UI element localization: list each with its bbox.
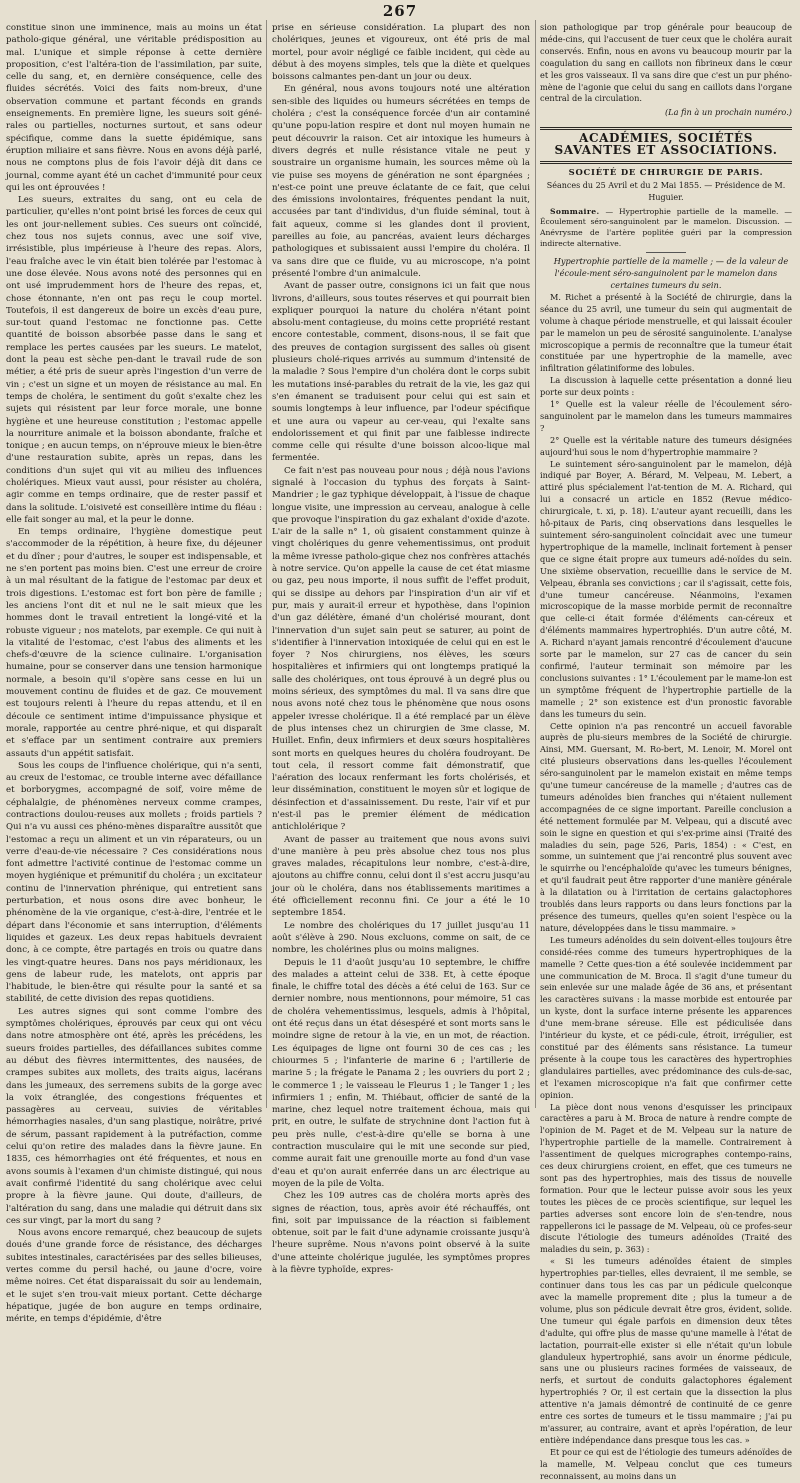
summary-label: Sommaire.: [550, 206, 600, 216]
paragraph: prise en sérieuse considération. La plupart des non cholériques, jeunes et vigoureux, ont été pris de mal mortel, pour avoir négligé ce faible incident, qui cède au début à des moyens simples, tels que la diète et quelques boissons calmantes pen-dant un jour ou deux.: [272, 23, 530, 83]
paragraph: sion pathologique par trop générale pour beaucoup de méde-cins, qui l'accusent de tuer ceux que le choléra aurait conservés. Enfin, nous en avons vu beaucoup mourir par la coagulation du sang en caillots non fibrineux dans le cœur et les gros vaisseaux. Il va sans dire que c'est un pur phéno-mène de l'agonie que celui du sang en caillots dans l'organe central de la circulation.: [540, 22, 792, 104]
society-title: SOCIÉTÉ DE CHIRURGIE DE PARIS.: [568, 167, 764, 178]
paragraph: Le suintement séro-sanguinolent par le mamelon, déjà indiqué par Boyer, A. Bérard, M. Velpeau, M. Lebert, a attiré plus spécialement l'at-tention de M. A. Richard, qui lui a consacré un article en 1852 (Revue médico-chirurgicale, t. xi, p. 18). L'auteur ayant recueilli, dans les hô-pitaux de Paris, cinq observations dans lesquelles le suintement séro-sanguinolent coïncidait avec une tumeur hypertrophique de la mamelle, inclinait fortement à penser que ce signe était propre aux tumeurs adé-noïdes du sein. Une sixième observation, recueillie dans le service de M. Velpeau, ébranla ses convictions ; car il s'agissait, cette fois, d'une tumeur cancéreuse. Néanmoins, l'examen microscopique de la masse morbide permit de reconnaître que celle-ci était formée d'éléments can-céreux et d'éléments mammaires hypertrophiés. D'un autre côté, M. A. Richard n'ayant jamais rencontré d'écoulement d'aucune sorte par le mamelon, sur 27 cas de cancer du sein confirmé, l'auteur terminait son mémoire par les conclusions suivantes : 1° L'écoulement par le mame-lon est un symptôme fréquent de l'hypertrophie partielle de la mamelle ; 2° son existence est d'un pronostic favorable dans les tumeurs du sein.: [540, 458, 792, 719]
paragraph: En temps ordinaire, l'hygiène domestique peut s'accommoder de la répétition, à heure fixe, du déjeuner et du dîner ; pour d'autres, le souper est indispensable, et ne s'en portent pas moins bien. C'est une erreur de croire à un mal résultant de la fatigue de l'estomac par deux et trois digestions. L'estomac est fort bon père de famille ; les anciens l'ont dit et nul ne le sait mieux que les hommes dont le travail entretient la longé-vité et la robuste vigueur ; nos matelots, par exemple. Ce qui nuit à la vitalité de l'estomac, c'est l'abus des aliments et les chefs-d'œuvre de la science culinaire. L'organisation humaine, pour se conserver dans une tension harmonique normale, a besoin qu'il s'opère sans cesse en lui un mouvement continu de fluides et de gaz. Ce mouvement est toujours relenti à l'heure du repas attendu, et il en découle ce sentiment intime d'impuissance physique et morale, rapportée au centre phré-nique, et qui disparaît et s'efface par un sentiment contraire aux premiers assauts d'un appétit satisfait.: [6, 527, 262, 759]
paragraph: Et pour ce qui est de l'étiologie des tumeurs adénoïdes de la mamelle, M. Velpeau conclut que ces tumeurs reconnaissent, au moins dans un: [540, 1446, 792, 1481]
paragraph: La discussion à laquelle cette présentation a donné lieu porte sur deux points :: [540, 375, 792, 398]
column-rule: [266, 20, 267, 1108]
session-line: Séances du 25 Avril et du 2 Mai 1855. — Présidence de M. Huguier.: [546, 180, 786, 202]
article-title: Hypertrophie partielle de la mamelle ; — de la valeur de l'écoule-ment séro-sanguinolent par le mamelon dans certaines tumeurs du sein.: [553, 256, 789, 290]
section-divider: [540, 161, 792, 164]
paragraph: Nous avons encore remarqué, chez beaucoup de sujets doués d'une grande force de résistance, des décharges subites intestinales, caractérisées par des selles bilieuses, vertes comme du persil haché, ou jaune d'ocre, voire même noires. Cet état disparaissait du soir au lendemain, et le sujet s'en trou-vait mieux portant. Cette décharge hépatique, jugée de bon augure en temps ordinaire, mérite, en temps d'épidémie, d'être: [6, 1228, 262, 1325]
column-middle: [272, 22, 531, 1275]
column-left: [6, 22, 262, 1325]
paragraph: Sous les coups de l'influence cholérique, qui n'a senti, au creux de l'estomac, ce trouble interne avec défaillance et borborygmes, accompagné de soif, voire même de céphalalgie, de phénomènes nerveux comme crampes, contractions doulou-reuses aux mollets ; froids partiels ? Qui n'a vu aussi ces phéno-mènes disparaître aussitôt que l'estomac a reçu un aliment et un vin réparateurs, ou un verre d'eau-de-vie nécessaire ? Ces considérations nous font admettre l'activité continue de l'estomac comme un moyen hygiénique et prémunitif du choléra ; un excitateur continu de l'innervation phrénique, qui entretient sans perturbation, et nous osons dire avec bonheur, le phénomène de la vie organique, c'est-à-dire, l'entrée et le départ dans l'économie et sans interruption, d'éléments liquides et gazeux. Les deux repas habituels devraient donc, à ce compte, être partagés en trois ou quatre dans les vingt-quatre heures. Dans nos pays méridionaux, les gens de labeur rude, les matelots, ont appris par l'habitude, le bien-être qui résulte pour la santé et sa stabilité, de cette division des repas quotidiens.: [6, 760, 262, 1005]
column-rule: [535, 20, 536, 1108]
paragraph: 2° Quelle est la véritable nature des tumeurs désignées aujourd'hui sous le nom d'hypertrophie mammaire ?: [540, 434, 792, 457]
paragraph: En général, nous avons toujours noté une altération sen-sible des liquides ou humeurs sécrétées en temps de choléra ; c'est la conséquence forcée d'un air contaminé qu'une popu-lation respire et dont nul moyen humain ne peut découvrir la raison. Cet air intoxique les humeurs à divers degrés et nulle résistance vitale ne peut y soustraire un organisme humain, les sources même où la vie puise ses moyens de génération ne sont épargnées ; n'est-ce point une preuve éclatante de ce fait, que celui des émissions involontaires, fréquentes pendant la nuit, accusées par tant d'individus, d'un fluide séminal, tout à fait aqueux, comme si les glandes dont il provient, pareilles au foie, au pancréas, avaient leurs décharges pathologiques et subissaient aussi l'empire du choléra. Il va sans dire que ce fluide, vu au microscope, n'a point présenté l'ombre d'un animalcule.: [272, 84, 530, 279]
paragraph: La pièce dont nous venons d'esquisser les principaux caractères a paru à M. Broca de nature à rendre compte de l'opinion de M. Paget et de M. Velpeau sur la nature de l'hypertrophie partielle de la mamelle. Contrairement à l'assentiment de quelques micrographes contempo-rains, ces deux chirurgiens croient, en effet, que ces tumeurs ne sont pas des hypertrophies, mais des tissus de nouvelle formation. Pour que le lecteur puisse avoir sous les yeux toutes les pièces de ce procès scientifique, sur lequel les parties adverses sont encore loin de s'en-tendre, nous rappellerons ici le passage de M. Velpeau, où ce profes-seur discute l'étiologie des tumeurs adénoïdes (Traité des maladies du sein, p. 363) :: [540, 1101, 792, 1255]
paragraph: Depuis le 11 d'août jusqu'au 10 septembre, le chiffre des malades a atteint celui de 338. Et, à cette époque finale, le chiffre total des décès a été celui de 163. Sur ce dernier nombre, nous mentionnons, pour mémoire, 51 cas de choléra vehementissimus, lesquels, admis à l'hôpital, ont été reçus dans un état désespéré et sont morts sans le moindre signe de retour à la vie, en un mot, de réaction. Les équipages de ligne ont fourni 30 de ces cas ; les chiourmes 5 ; l'infanterie de marine 6 ; l'artillerie de marine 5 ; la frégate le Panama 2 ; les ouvriers du port 2 ; le commerce 1 ; le vaisseau le Fleurus 1 ; le Tanger 1 ; les infirmiers 1 ; enfin, M. Thiébaut, officier de santé de la marine, chez lequel notre traitement échoua, mais qui prit, en outre, le sulfate de strychnine dont l'action fut à peu près nulle, c'est-à-dire qu'elle se borna à une contraction musculaire qui le mit une seconde sur pied, comme aurait fait une grenouille morte au fond d'un vase d'eau et qu'on aurait enferrée dans un arc électrique au moyen de la pile de Volta.: [272, 957, 530, 1189]
paragraph: Chez les 109 autres cas de choléra morts après des signes de réaction, tous, après avoir été réchauffés, ont fini, soit par impuissance de la réaction si faiblement obtenue, soit par le fait d'une adynamie croissante jusqu'à l'heure suprême. Nous n'avons point observé à la suite d'une atteinte cholérique jugulée, les symptômes propres à la fièvre typhoïde, expres-: [272, 1191, 530, 1275]
paragraph: Ce fait n'est pas nouveau pour nous ; déjà nous l'avions signalé à l'occasion du typhus des forçats à Saint-Mandrier ; le gaz typhique développait, à l'issue de chaque longue visite, une impression au cerveau, analogue à celle que provoque l'inspiration du gaz exhalant d'oxide d'azote. L'air de la salle n° 1, où gisaient constamment quinze à vingt cholériques du genre vehementissimus, ont produit la même ivresse patholo-gique chez nos confrères attachés à notre service. Qu'on appelle la cause de cet état miasme ou gaz, peu nous importe, il nous suffit de l'effet produit, qui se dissipe au dehors par l'inspiration d'un air vif et pur, mais y aurait-il erreur et hypothèse, dans l'opinion d'un gaz délétère, émané d'un cholérisé mourant, dont l'innervation d'un sujet sain peut se saturer, au point de s'identifier à l'innervation intoxiquée de celui qui en est le foyer ? Nos chirurgiens, nos élèves, les sœurs hospitalières et infirmiers qui ont longtemps pratiqué la salle des cholériques, ont tous éprouvé à un degré plus ou moins sérieux, des symptômes du mal. Il va sans dire que nous avons noté chez tous le phénomène que nous osons appeler ivresse cholérique. Il a été remplacé par un élève de plus intenses chez un chirurgien de 3me classe, M. Huillet. Enfin, deux infirmiers et deux sœurs hospitalières sont morts en quelques heures du choléra foudroyant. De tout cela, il ressort comme fait démonstratif, que l'aération des locaux renfermant les forts cholérisés, et leur dissémination, constituent le moyen sûr et logique de désinfection et d'assainissement. Du reste, l'air vif et pur n'est-il pas le premier élément de médication antichlolérique ?: [272, 465, 530, 833]
paragraph: M. Richet a présenté à la Société de chirurgie, dans la séance du 25 avril, une tumeur du sein qui augmentait de volume à chaque période menstruelle, et qui laissait écouler par le mamelon un peu de sérosité sanguinolente. L'analyse microscopique a permis de reconnaître que la tumeur était constituée par une hypertrophie de la mamelle, avec infiltration gélatiniforme des lobules.: [540, 291, 792, 374]
paragraph: Les sueurs, extraites du sang, ont eu cela de particulier, qu'elles n'ont point brisé les forces de ceux qui les ont jour-nellement subies. Ces sueurs ont coïncidé, chez tous nos sujets connus, avec une soif vive, irrésistible, plus impérieuse à l'heure des repas. Alors, l'eau fraîche avec le vin était bien tolérée par l'estomac à une dose élevée. Nous avons noté des personnes qui en ont usé imprudemment hors de l'heure des repas, et, chose étonnante, n'en ont pas reçu le coup mortel. Toutefois, il est dangereux de boire un excès d'eau pure, sur-tout quand l'estomac ne fonctionne pas. Cette quantité de boisson absorbée passe dans le sang et remplace les pertes causées par les sueurs. Le matelot, dont la peau est sèche pen-dant le travail rude de son métier, a été pris de sueur après l'ingestion d'un verre de vin ; c'est un signe et un moyen de résistance au mal. En temps de choléra, le sentiment du goût s'exalte chez les sujets qui résistent par leur force morale, une bonne hygiène et une heureuse constitution ; l'estomac appelle la nourriture animale et la boisson abondante, fraîche et tonique ; en aucun temps, on n'éprouve mieux le bien-être d'une restauration subite, après un repas, dans les conditions d'un sujet qui vit au milieu des influences cholériques. Mieux vaut aussi, pour résister au choléra, agir comme en temps ordinaire, que de rester passif et dans la solitude. L'oisiveté est conseillère intime du fléau : elle fait songer au mal, et la peur le donne.: [6, 195, 262, 525]
section-divider: [540, 127, 792, 130]
paragraph: Les tumeurs adénoïdes du sein doivent-elles toujours être considé-rées comme des tumeurs hypertrophiques de la mamelle ? Cette ques-tion a été soulevée incidemment par une communication de M. Broca. Il s'agit d'une tumeur du sein enlevée sur une malade âgée de 36 ans, et présentant les caractères suivans : la masse morbide est entourée par un kyste, dont la surface interne présente les apparences d'une mem-brane séreuse. Elle est pédiculisée dans l'intérieur du kyste, et ce pédi-cule, étroit, irrégulier, est constitué par des éléments sans résistance. La tumeur présente à la coupe tous les caractères des hypertrophies glandulaires partielles, avec prédominance des culs-de-sac, et l'examen microscopique n'a fait que confirmer cette opinion.: [540, 934, 792, 1100]
paragraph: constitue sinon une imminence, mais au moins un état patholo-gique général, une véritable prédisposition au mal. L'unique et simple réponse à cette dernière proposition, c'est l'altéra-tion de l'assimilation, par suite, celle du sang, et, en dernière conséquence, celle des fluides sécrétés. Voici des faits nom-breux, d'une observation commune et partant féconds en grands enseignements. En première ligne, les sueurs soit géné-rales ou partielles, nocturnes surtout, et sans odeur spécifique, comme dans la suette épidémique, sans éruption miliaire et sans fièvre. Nous en avons déjà parlé, nous ne comptons plus de fois l'avoir déjà dit dans ce journal, comme ayant été un cachet d'immunité pour ceux qui les ont éprouvées !: [6, 23, 262, 193]
paragraph: Avant de passer au traitement que nous avons suivi d'une manière à peu près absolue chez tous nos plus graves malades, récapitulons leur nombre, c'est-à-dire, ajoutons au chiffre connu, celui dont il s'est accru jusqu'au jour où le choléra, dans nos établissements maritimes a été officiellement reconnu fini. Ce jour a été le 10 septembre 1854.: [272, 834, 530, 919]
paragraph: Avant de passer outre, consignons ici un fait que nous livrons, d'ailleurs, sous toutes réserves et qui pourrait bien expliquer pourquoi la nature du choléra n'étant point absolu-ment contagieuse, du moins cette propriété restant encore contestable, comment, disons-nous, il se fait que des preuves de contagion surgissent des salles où gisent plusieurs cholé-riques arrivés au summum d'intensité de la maladie ? Sous l'empire d'un choléra dont le corps subit les mutations insé-parables du retrait de la vie, les gaz qui s'en émanent se traduisent pour celui qui est sain et soumis longtemps à leur influence, par l'odeur spécifique et une aura ou vapeur au cer-veau, qui l'exalte sans endolorissement et qui finit par une faiblesse indirecte comme celle qui résulte d'une boisson alcoo-lique mal fermentée.: [272, 281, 531, 464]
paragraph: Le nombre des cholériques du 17 juillet jusqu'au 11 août s'élève à 290. Nous excluons, comme on sait, de ce nombre, les cholérines plus ou moins malignes.: [272, 920, 530, 956]
paragraph: 1° Quelle est la valeur réelle de l'écoulement séro-sanguinolent par le mamelon dans les tumeurs mammaires ?: [540, 399, 792, 433]
column-right: [540, 22, 792, 1481]
page-number: 267: [382, 2, 418, 20]
section-title: ACADÉMIES, SOCIÉTÉS SAVANTES ET ASSOCIATIONS.: [554, 131, 778, 158]
paragraph: Les autres signes qui sont comme l'ombre des symptômes cholériques, éprouvés par ceux qui ont vécu dans notre atmosphère ont été, après les précédens, les sueurs froides partielles, des défaillances subites comme au début des fièvres intermittentes, des nausées, de crampes subites aux mollets, des traits aigus, lacérans dans les jumeaux, des serremens subits de la gorge avec la voix étranglée, des congestions fréquentes et passagères au cerveau, suivies de véritables hémorrhagies nasales, d'un sang plastique, noirâtre, privé de sérum, passant rapidement à la putréfaction, comme celui qu'on retire des malades dans la fièvre jaune. En 1835, ces hémorrhagies ont été fréquentes, et nous en avons soumis à l'examen d'un chimiste distingué, qui nous avait confirmé l'identité du sang cholérique avec celui propre à la fièvre jaune. Qui doute, d'ailleurs, de l'altération du sang, dans une maladie qui détruit dans six ces sur vingt, par la mort du sang ?: [6, 1006, 262, 1226]
summary: [540, 207, 792, 249]
summary-text: — Hypertrophie partielle de la mamelle. — Écoulement séro-sanguinolent par le mamelon. Discussion. — Anévrysme de l'artère poplitée guéri par la compression indirecte alternative.: [540, 206, 792, 248]
paragraph: « Si les tumeurs adénoïdes étaient de simples hypertrophies par-tielles, elles devraient, il me semble, se continuer dans tous les cas par un pédicule quelconque avec la mamelle proprement dite ; plus la tumeur a de volume, plus son pédicule devrait être gros, évident, solide. Une tumeur qui égale parfois en dimension deux têtes d'adulte, qui offre plus de masse qu'une mamelle à l'état de lactation, pourrait-elle exister si elle n'était qu'un lobule glanduleux hypertrophié, sans avoir un énorme pédicule, sans une ou plusieurs racines formées de vaisseaux, de nerfs, et surtout de conduits galactophores également hypertrophiés ? Or, il est certain que la dissection la plus attentive n'a jamais démontré de continuité de ce genre entre ces sortes de tumeurs et le tissu mammaire ; j'ai pu m'assurer, au contraire, avant et après l'opération, de leur entière indépendance dans presque tous les cas. »: [540, 1256, 792, 1445]
separator: [646, 252, 686, 253]
paragraph: Cette opinion n'a pas rencontré un accueil favorable auprès de plu-sieurs membres de la Société de chirurgie. Ainsi, MM. Guersant, M. Ro-bert, M. Lenoir, M. Morel ont cité plusieurs observations dans les-quelles l'écoulement séro-sanguinolent par le mamelon existait en même temps qu'une tumeur cancéreuse de la mamelle ; d'autres cas de tumeurs adénoïdes bien franches qui n'étaient nullement accompagnées de ce signe important. Pareille conclusion a été nettement formulée par M. Velpeau, qui a discuté avec soin le signe en question et qui s'ex-prime ainsi (Traité des maladies du sein, page 526, Paris, 1854) : « C'est, en somme, un suintement que j'ai rencontré plus souvent avec le squirrhe ou l'encéphaloïde qu'avec les tumeurs bénignes, et qu'il faudrait peut être rapporter d'une manière générale à la dilatation ou à l'irritation de certains galactophores troublés dans leurs rapports ou dans leurs fonctions par la présence des tumeurs, quelles qu'en soient l'espèce ou la nature, développées dans le tissu mammaire. »: [540, 720, 792, 933]
continuation-note: (La fin à un prochain numéro.): [664, 107, 792, 118]
